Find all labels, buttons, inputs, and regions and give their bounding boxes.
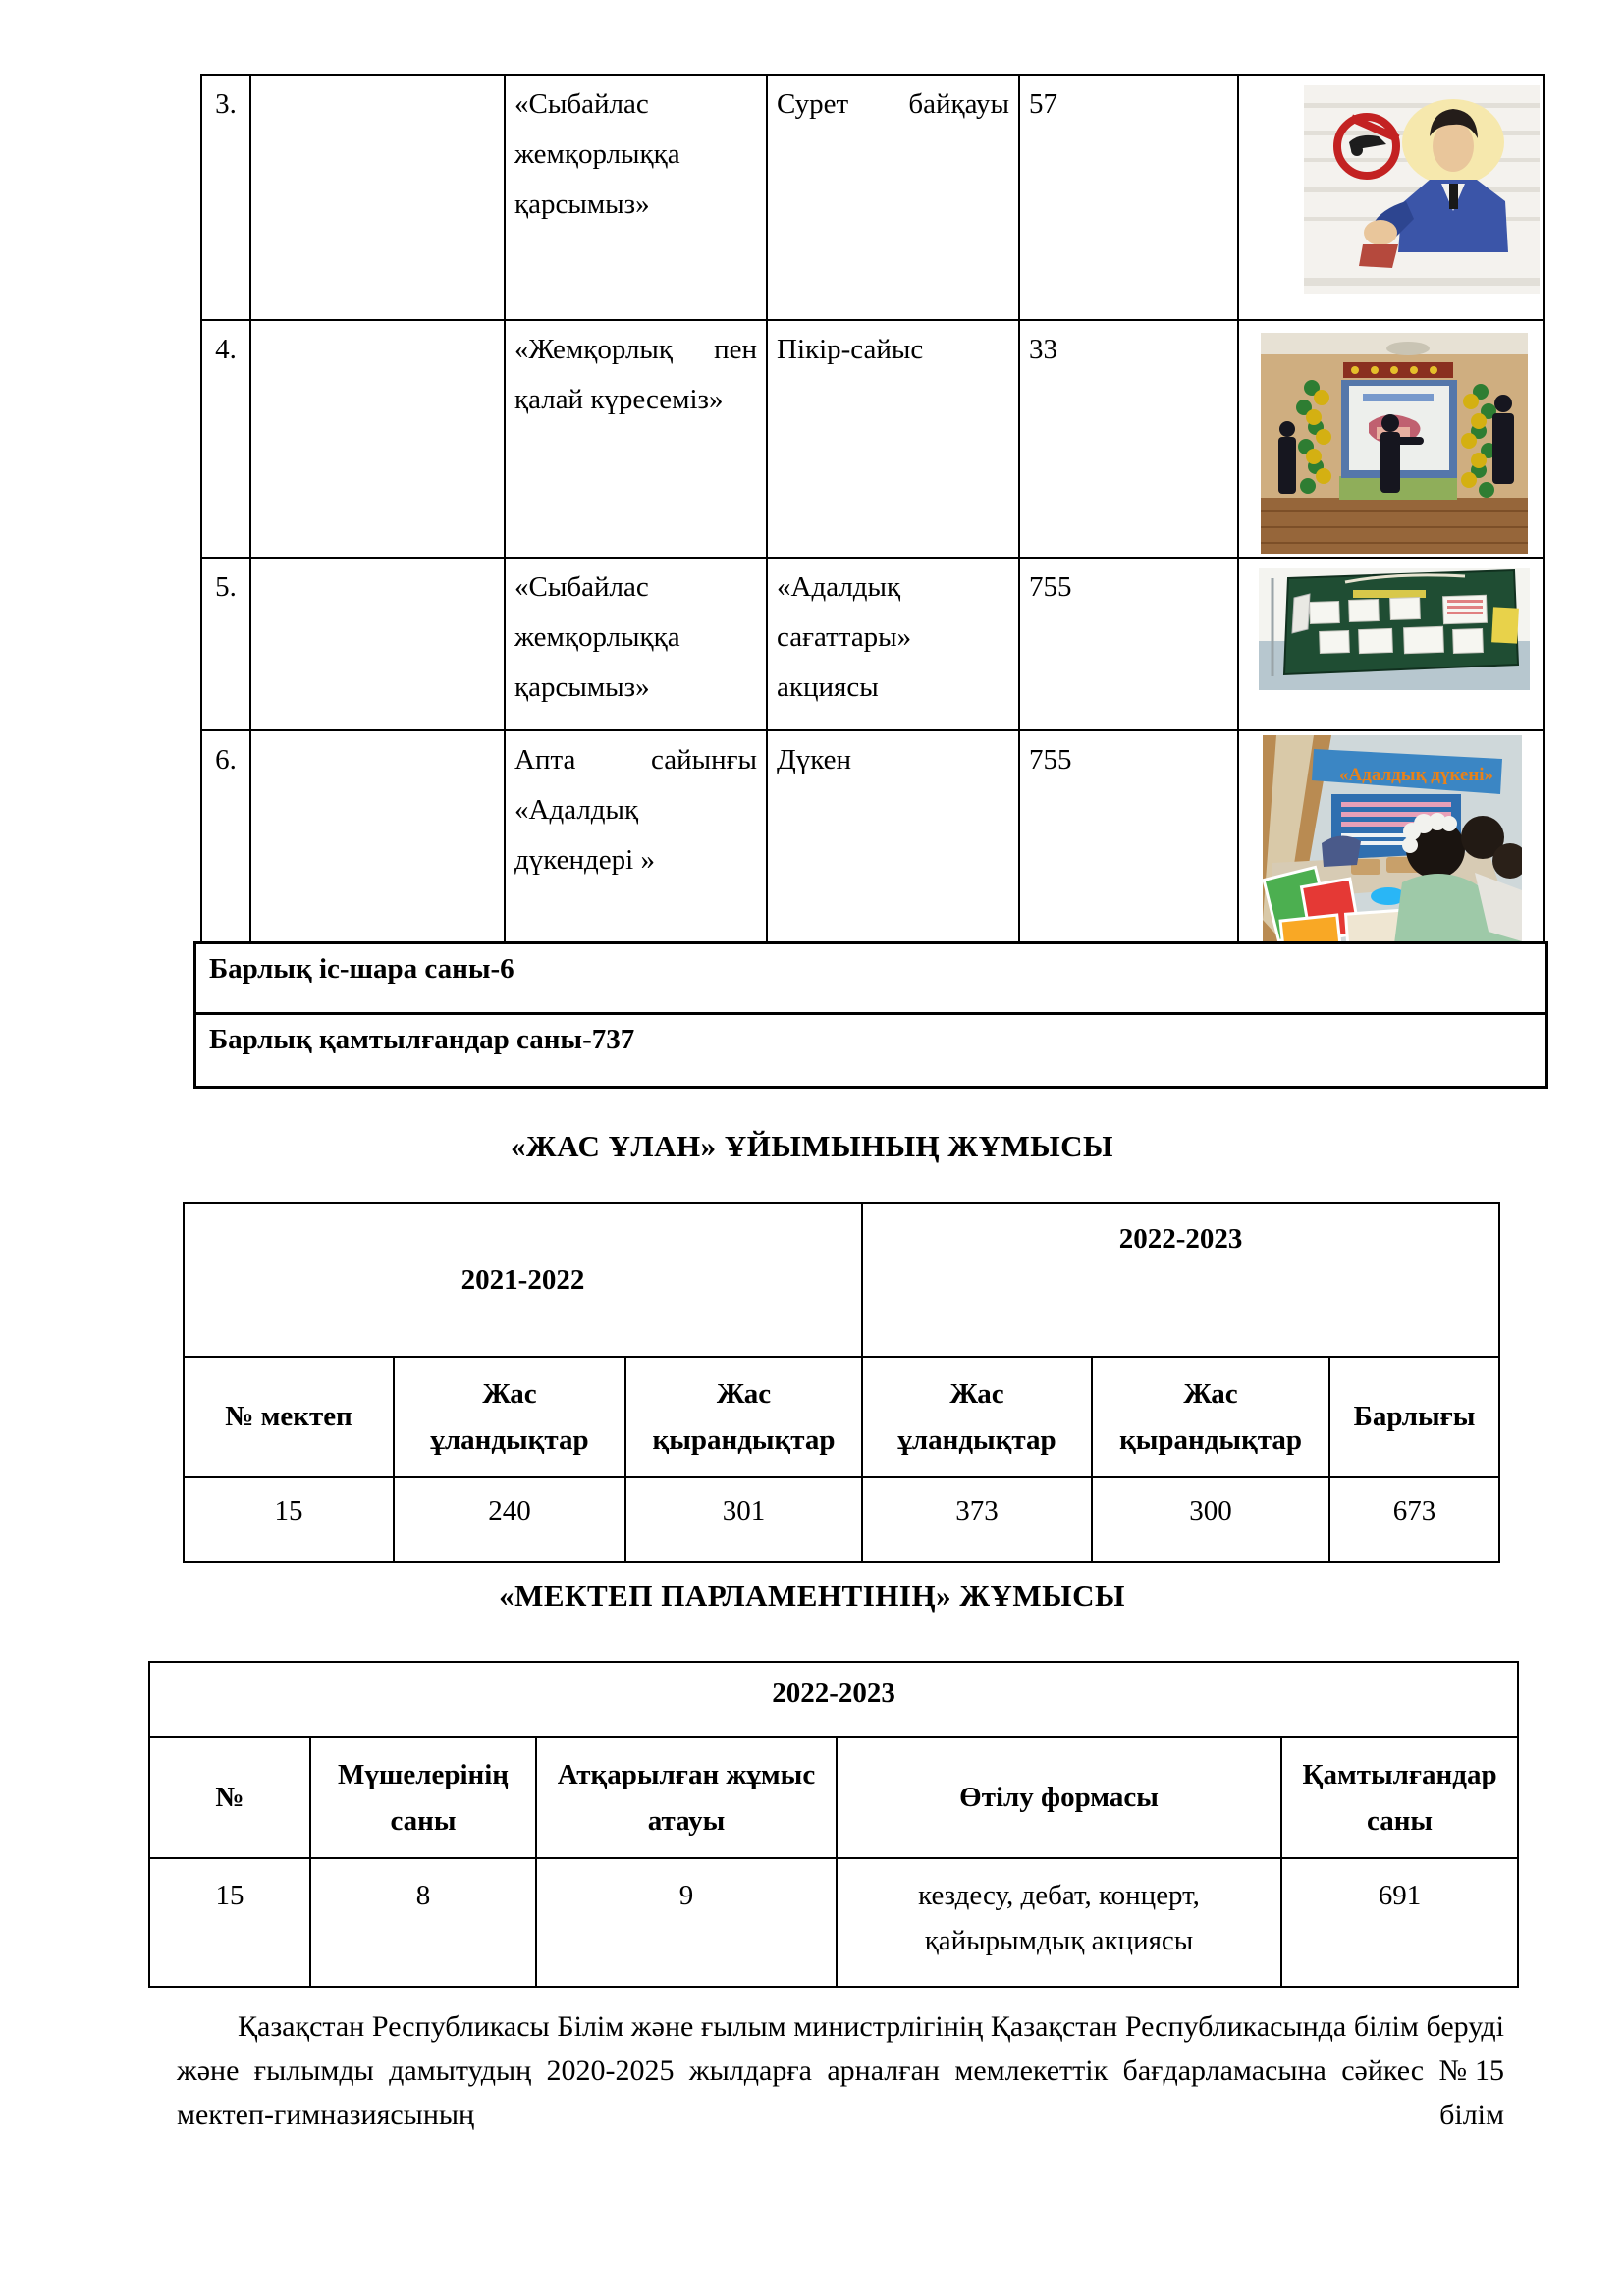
participants-count: 691 [1281,1858,1518,1987]
value-cell: 301 [625,1477,862,1562]
summary-total-events: Барлық іс-шара саны-6 [196,944,1545,1015]
anti-corruption-drawing-photo [1304,85,1540,294]
column-header: Жас қырандықтар [625,1357,862,1477]
activity-photo-cell [1238,320,1544,558]
column-header: Жас қырандықтар [1092,1357,1329,1477]
parliament-heading: «МЕКТЕП ПАРЛАМЕНТІНІҢ» ЖҰМЫСЫ [499,1578,1125,1613]
row-number: 6. [201,730,250,968]
participant-count: 755 [1019,558,1238,730]
column-header: Өтілу формасы [837,1737,1281,1858]
year-header-row [184,1203,1499,1357]
column-header: № мектеп [184,1357,394,1477]
activity-name: Апта сайынғы «Адалдық дүкендері » [505,730,767,968]
column-header: Қамтылғандар саны [1281,1737,1518,1858]
value-cell: 300 [1092,1477,1329,1562]
activity-photo-cell [1238,730,1544,968]
debate-hall-photo [1261,333,1528,554]
activity-photo-cell [1238,558,1544,730]
activity-photo-cell [1238,75,1544,320]
table-row [201,75,1544,320]
value-cell: 373 [862,1477,1092,1562]
row-number: 4. [201,320,250,558]
column-header: Атқарылған жұмыс атауы [536,1737,837,1858]
activity-format: Пікір-сайыс [767,320,1019,558]
column-header: Барлығы [1329,1357,1499,1477]
summary-total-participants: Барлық қамтылғандар саны-737 [209,1024,635,1055]
format-list: кездесу, дебат, концерт, қайырымдық акциясы [837,1858,1281,1987]
column-header-row [184,1357,1499,1477]
empty-cell [250,320,505,558]
members-count: 8 [310,1858,536,1987]
body-paragraph: Қазақстан Республикасы Білім және ғылым министрлігінің Қазақстан Республикасында білім беруді және ғылымды дамытудың 2020-2025 жылдарға арналған мемлекеттік бағдарламасына сәйкес №15 мектеп-гимназиясының білім [177,2010,1504,2131]
activity-name: «Жемқорлық пен қалай күресеміз» [505,320,767,558]
empty-cell [250,730,505,968]
column-header: № [149,1737,310,1858]
summary-box [193,941,1548,1089]
participant-count: 755 [1019,730,1238,968]
activity-format: «Адалдық сағаттары» акциясы [767,558,1019,730]
empty-cell [250,558,505,730]
column-header: Мүшелерінің саны [310,1737,536,1858]
shop-banner-text: «Адалдық дүкені» [1339,765,1494,785]
table-row [201,558,1544,730]
parliament-table [148,1661,1519,1988]
empty-cell [250,75,505,320]
activity-format: Дүкен [767,730,1019,968]
honesty-shop-photo [1263,735,1522,959]
column-header: Жас ұландықтар [862,1357,1092,1477]
activity-format: Сурет байқауы [767,75,1019,320]
jas-ulan-table [183,1202,1500,1563]
activity-name: «Сыбайлас жемқорлыққа қарсымыз» [505,75,767,320]
table-row [201,320,1544,558]
school-number: 15 [184,1477,394,1562]
row-number: 5. [201,558,250,730]
activities-table [200,74,1545,969]
total-cell: 673 [1329,1477,1499,1562]
school-number: 15 [149,1858,310,1987]
column-header-row [149,1737,1518,1858]
activity-name: «Сыбайлас жемқорлыққа қарсымыз» [505,558,767,730]
value-cell: 240 [394,1477,625,1562]
year-2021-2022: 2021-2022 [184,1203,862,1357]
works-count: 9 [536,1858,837,1987]
year-header-row [149,1662,1518,1737]
jas-ulan-heading: «ЖАС ҰЛАН» ҰЙЫМЫНЫҢ ЖҰМЫСЫ [511,1129,1113,1163]
row-number: 3. [201,75,250,320]
participant-count: 33 [1019,320,1238,558]
participant-count: 57 [1019,75,1238,320]
year-2022-2023: 2022-2023 [862,1203,1499,1357]
data-row [149,1858,1518,1987]
column-header: Жас ұландықтар [394,1357,625,1477]
honesty-hours-board-photo [1259,568,1530,690]
data-row [184,1477,1499,1562]
table-row [201,730,1544,968]
year-2022-2023: 2022-2023 [149,1662,1518,1737]
